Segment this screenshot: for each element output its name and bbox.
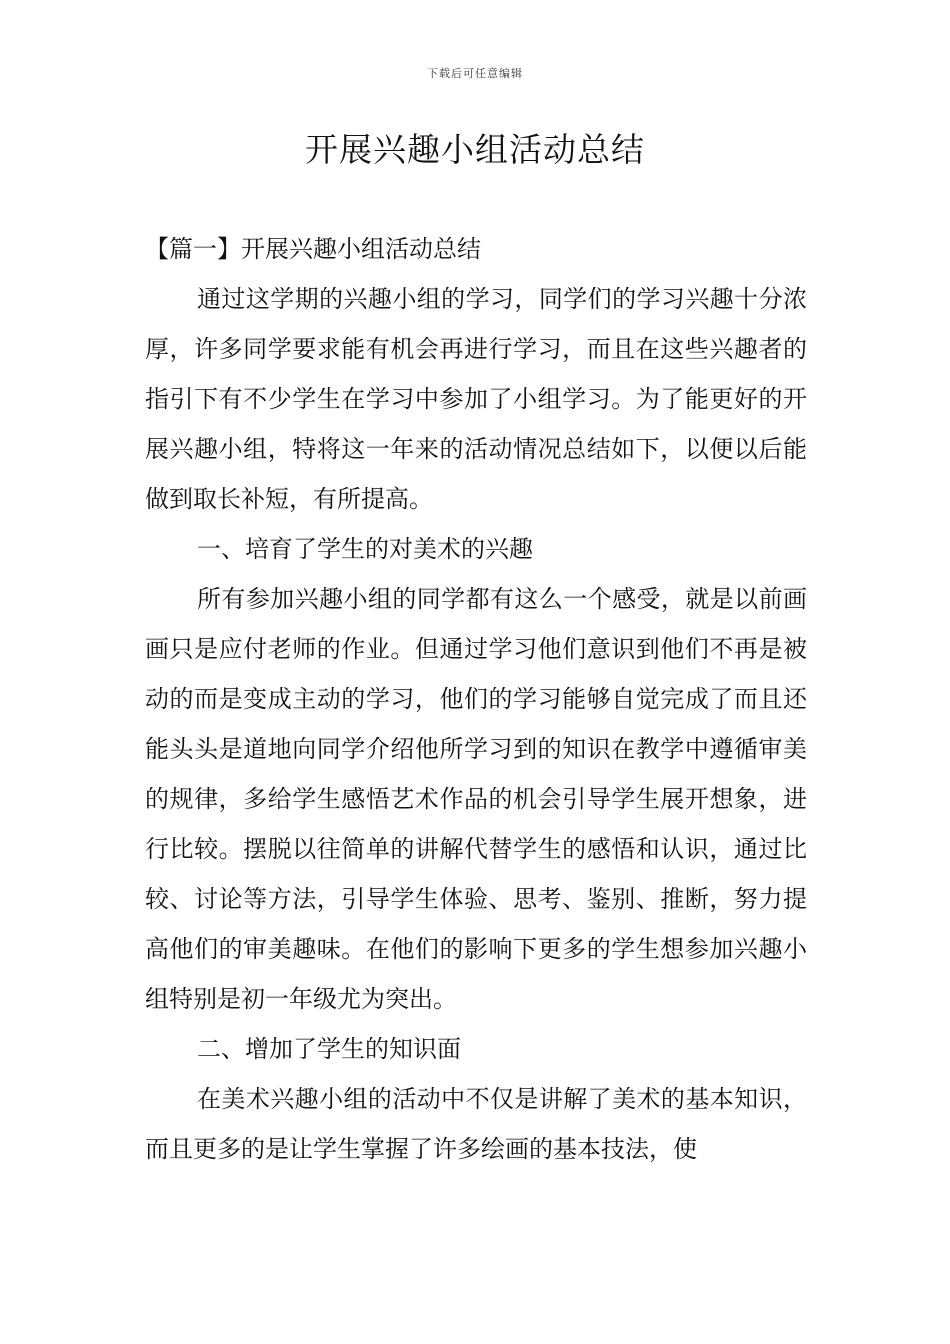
document-body <box>145 224 807 1174</box>
paragraph-intro: 通过这学期的兴趣小组的学习，同学们的学习兴趣十分浓厚，许多同学要求能有机会再进行学习，而且在这些兴趣者的指引下有不少学生在学习中参加了小组学习。为了能更好的开展兴趣小组，特将这一年来的活动情况总结如下，以便以后能做到取长补短，有所提高。 <box>145 285 807 513</box>
paragraph-interest: 所有参加兴趣小组的同学都有这么一个感受，就是以前画画只是应付老师的作业。但通过学习他们意识到他们不再是被动的而是变成主动的学习，他们的学习能够自觉完成了而且还能头头是道地向同学介绍他所学习到的知识在教学中遵循审美的规律，多给学生感悟艺术作品的机会引导学生展开想象，进行比较。摆脱以往简单的讲解代替学生的感悟和认识，通过比较、讨论等方法，引导学生体验、思考、鉴别、推断，努力提高他们的审美趣味。在他们的影响下更多的学生想参加兴趣小组特别是初一年级尤为突出。 <box>145 585 807 1013</box>
section-label: 【篇一】开展兴趣小组活动总结 <box>145 235 481 263</box>
header-note: 下载后可任意编辑 <box>427 67 523 80</box>
paragraph-knowledge: 在美术兴趣小组的活动中不仅是讲解了美术的基本知识，而且更多的是让学生掌握了许多绘画的基本技法，使 <box>145 1085 807 1163</box>
heading-interest: 一、培育了学生的对美术的兴趣 <box>197 535 533 563</box>
heading-knowledge: 二、增加了学生的知识面 <box>197 1035 461 1063</box>
document-title: 开展兴趣小组活动总结 <box>305 130 645 169</box>
